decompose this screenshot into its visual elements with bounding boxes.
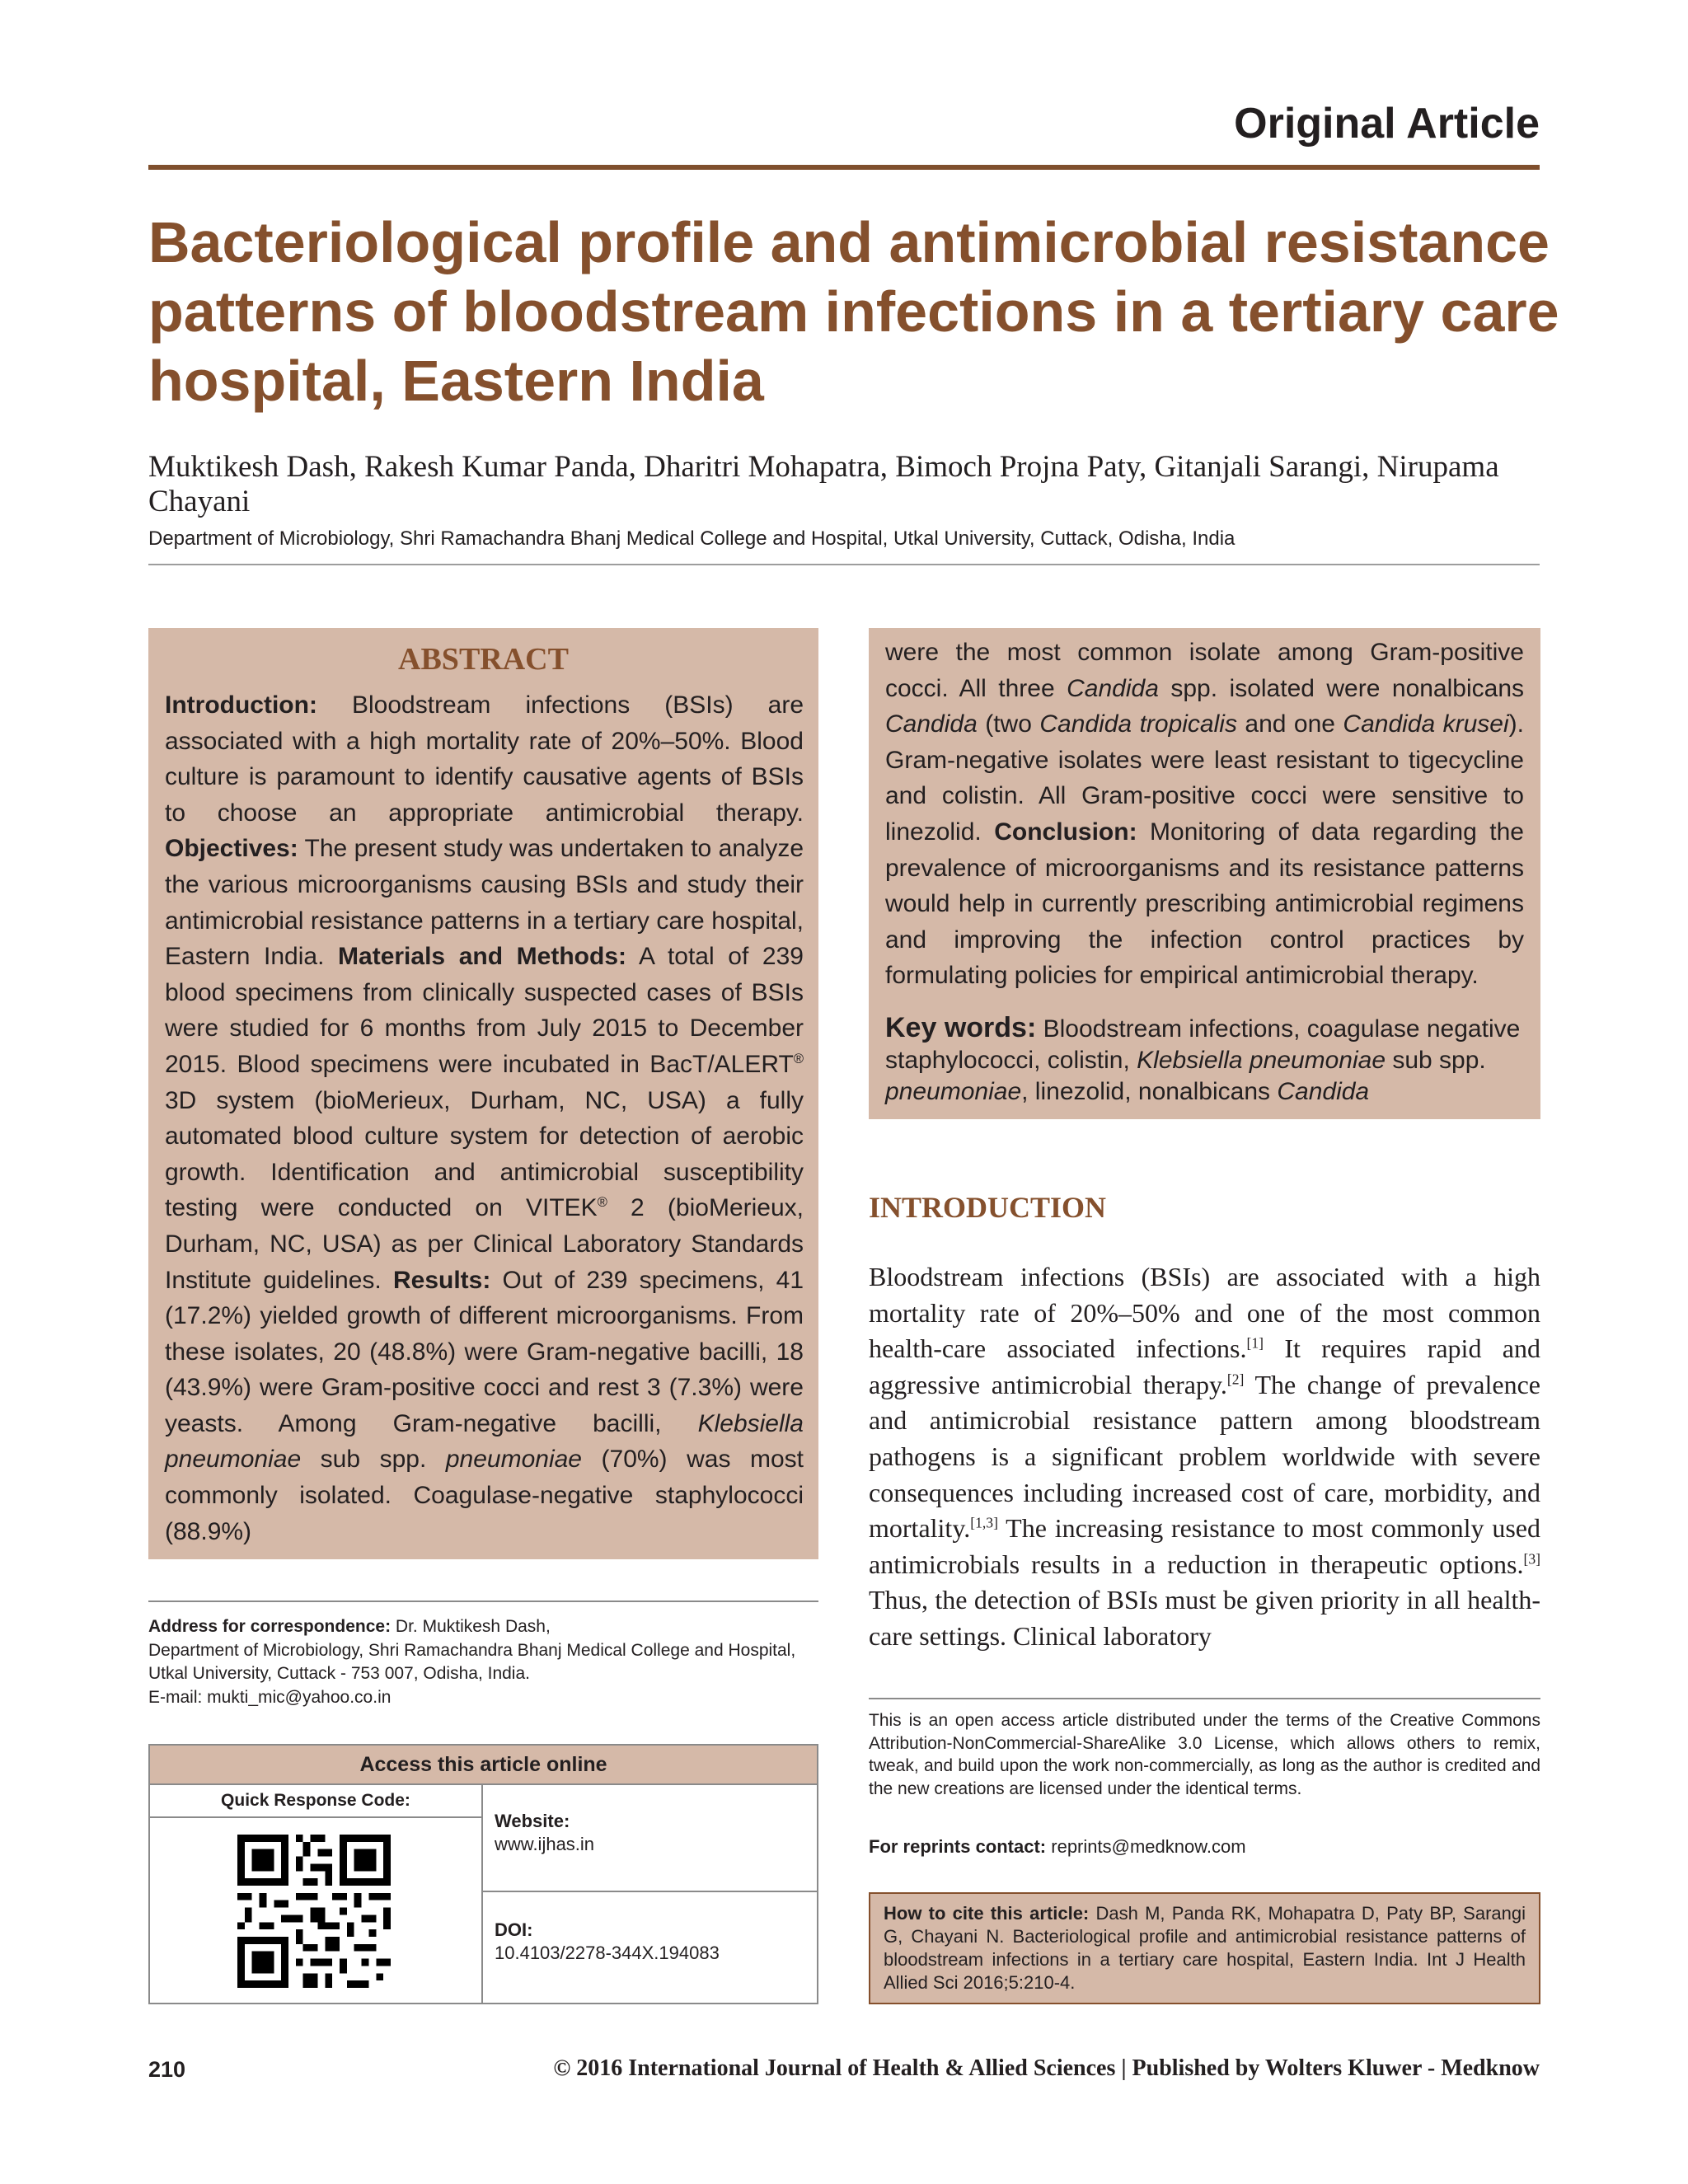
results-text: spp. isolated were nonalbicans (1158, 674, 1524, 702)
abstract-text (165, 687, 804, 1549)
correspondence-address: Department of Microbiology, Shri Ramachandra Bhanj Medical College and Hospital, Utkal University, Cuttack - 753 007, Odisha, India. (148, 1640, 796, 1683)
license-notice: This is an open access article distributed under the terms of the Creative Commons Attribution-NonCommercial-ShareAlike 3.0 License, which allows others to remix, tweak, and build upon the work non-commercially, as long as the author is credited and the new creations are licensed under the identical terms. (869, 1711, 1540, 1798)
affiliation: Department of Microbiology, Shri Ramachandra Bhanj Medical College and Hospital, Utkal University, Cuttack, Odisha, India (148, 527, 1236, 550)
correspondence-rule (148, 1601, 818, 1602)
reprints-contact (869, 1836, 1246, 1858)
keywords-text: sub spp. (1386, 1047, 1486, 1074)
abstract-panel (148, 628, 818, 1559)
registered-mark: ® (597, 1195, 607, 1211)
qr-column (150, 1785, 483, 2003)
methods-text: 2 (bioMerieux, Durham, NC, USA) as per Clinical Laboratory Standards Institute guidelines. (165, 1194, 804, 1294)
cite-text: Dash M, Panda RK, Mohapatra D, Paty BP, Sarangi G, Chayani N. Bacteriological profile and antimicrobial resistance patterns of bloodstream infections in a tertiary care hospital, Eastern India. Int J Health Allied Sci 2016;5:210-4. (884, 1903, 1526, 1993)
species-name: Candida (885, 710, 978, 738)
correspondence-block (148, 1615, 818, 1709)
license-rule (869, 1698, 1540, 1699)
keywords-text: , linezolid, nonalbicans (1021, 1078, 1278, 1105)
objectives-text: The present study was undertaken to analyze the various microorganisms causing BSIs and study their antimicrobial resistance patterns in a tertiary care hospital, Eastern India. (165, 835, 804, 971)
species-name: Candida krusei (1343, 710, 1509, 738)
conclusion-label: Conclusion: (994, 818, 1137, 846)
registered-mark: ® (793, 1051, 804, 1066)
abstract-continuation-panel (869, 628, 1540, 1119)
qr-code-icon[interactable] (237, 1835, 391, 1988)
qr-label: Quick Response Code: (150, 1785, 481, 1818)
intro-paragraph-text: It requires rapid and aggressive antimicrobial therapy. (869, 1333, 1541, 1399)
citation-ref[interactable]: [1,3] (970, 1514, 998, 1531)
header-rule (148, 165, 1540, 170)
species-name: Klebsiella pneumoniae (1137, 1047, 1386, 1074)
results-text: (two (977, 710, 1040, 738)
access-heading: Access this article online (150, 1746, 817, 1785)
species-name: pneumoniae (445, 1446, 582, 1474)
results-text: ). Gram-negative isolates were least resistant to tigecycline and colistin. All Gram-positive cocci were sensitive to linezolid. (885, 710, 1524, 846)
correspondence-email[interactable]: E-mail: mukti_mic@yahoo.co.in (148, 1687, 392, 1707)
intro-paragraph-text: Bloodstream infections (BSIs) are associated with a high mortality rate of 20%–50% and one of the most common health-care associated infections. (869, 1262, 1540, 1364)
article-title: Bacteriological profile and antimicrobial resistance patterns of bloodstream infections in a tertiary care hospital, Eastern India (148, 210, 1559, 413)
species-name: Candida (1277, 1078, 1370, 1105)
results-text: and one (1236, 710, 1343, 738)
results-text: sub spp. (301, 1446, 446, 1474)
citation-ref[interactable]: [1] (1246, 1334, 1264, 1352)
citation-ref[interactable]: [3] (1523, 1550, 1540, 1568)
conclusion-text: Monitoring of data regarding the prevalence of microorganisms and its resistance patterns would help in currently prescribing antimicrobial regimens and improving the infection control practices by formulating policies for empirical antimicrobial therapy. (885, 818, 1524, 990)
methods-label: Materials and Methods: (338, 943, 626, 971)
results-label: Results: (392, 1266, 491, 1294)
introduction-body (869, 1259, 1540, 1655)
results-text: (70%) was most commonly isolated. Coagulase-negative staphylococci (88.9%) (165, 1446, 804, 1545)
footer-copyright: © 2016 International Journal of Health & Allied Sciences | Published by Wolters Kluwer - Medknow (553, 2055, 1540, 2081)
intro-paragraph-text: The change of prevalence and antimicrobial resistance pattern among bloodstream pathogens is a significant problem worldwide with severe consequences including increased cost of care, morbidity, and mortality. (869, 1369, 1540, 1544)
article-info-column (483, 1785, 817, 2003)
results-text: Out of 239 specimens, 41 (17.2%) yielded growth of different microorganisms. From these isolates, 20 (48.8%) were Gram-negative bacilli, 18 (43.9%) were Gram-positive cocci and rest 3 (7.3%) were yeasts. Among Gram-negative bacilli, (165, 1266, 804, 1437)
reprints-email[interactable]: reprints@medknow.com (1046, 1836, 1246, 1857)
page-number: 210 (148, 2057, 186, 2082)
methods-text: A total of 239 blood specimens from clinically suspected cases of BSIs were studied for 6 months from July 2015 to December 2015. Blood specimens were incubated in BacT/ALERT (165, 943, 804, 1078)
doi-link[interactable]: 10.4103/2278-344X.194083 (495, 1943, 720, 1963)
keywords-text: Bloodstream infections, coagulase negative staphylococci, colistin, (885, 1015, 1521, 1074)
intro-label: Introduction: (165, 691, 317, 719)
species-name: pneumoniae (885, 1078, 1022, 1105)
website-label: Website: (495, 1811, 570, 1831)
citation-box (869, 1892, 1540, 2004)
intro-paragraph-text: Thus, the detection of BSIs must be given priority in all health-care settings. Clinical laboratory (869, 1585, 1540, 1651)
reprints-label: For reprints contact: (869, 1836, 1047, 1857)
citation-ref[interactable]: [2] (1226, 1371, 1245, 1388)
methods-text: 3D system (bioMerieux, Durham, NC, USA) a fully automated blood culture system for detection of aerobic growth. Identification and antimicrobial susceptibility testing were conducted on VITEK (165, 1086, 804, 1222)
intro-paragraph-text: The increasing resistance to most commonly used antimicrobials results in a reduction in therapeutic options. (869, 1513, 1540, 1579)
doi-label: DOI: (495, 1919, 533, 1940)
website-link[interactable]: www.ijhas.in (495, 1834, 595, 1854)
article-type-label: Original Article (1234, 100, 1540, 148)
cite-label: How to cite this article: (884, 1903, 1090, 1924)
intro-text: Bloodstream infections (BSIs) are associated with a high mortality rate of 20%–50%. Blood culture is paramount to identify causative agents of BSIs to choose an appropriate antimicrobial therapy. (165, 691, 804, 827)
doi-cell (483, 1894, 817, 2001)
abstract-continuation-text (885, 635, 1524, 994)
introduction-heading: INTRODUCTION (869, 1191, 1107, 1224)
access-article-box (148, 1744, 818, 2004)
species-name: Candida (1067, 674, 1159, 702)
author-list: Muktikesh Dash, Rakesh Kumar Panda, Dharitri Mohapatra, Bimoch Projna Paty, Gitanjali Sarangi, Nirupama Chayani (148, 450, 1499, 518)
species-name: Klebsiella pneumoniae (165, 1409, 804, 1474)
species-name: Candida tropicalis (1039, 710, 1237, 738)
abstract-heading: ABSTRACT (398, 642, 569, 677)
correspondence-label: Address for correspondence: (148, 1617, 392, 1636)
results-text: were the most common isolate among Gram-positive cocci. All three (885, 639, 1524, 702)
correspondence-name: Dr. Muktikesh Dash, (391, 1617, 551, 1636)
website-cell (483, 1785, 817, 1892)
keywords (885, 1012, 1524, 1108)
keywords-label: Key words: (885, 1012, 1037, 1043)
objectives-label: Objectives: (165, 835, 298, 863)
header-separator (148, 564, 1540, 565)
